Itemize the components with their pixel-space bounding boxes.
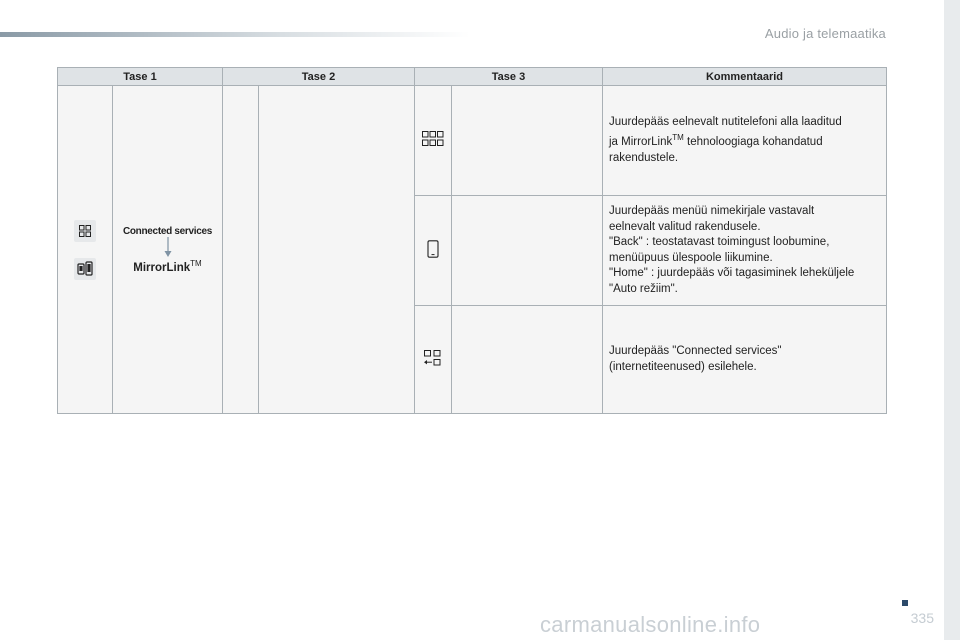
table-row [58, 86, 887, 196]
level3-label-cell [452, 306, 603, 414]
column-header-level2: Tase 2 [223, 68, 415, 86]
mirrorlink-phone-icon [74, 258, 96, 280]
level1-icon-cell [58, 86, 113, 414]
comment-line: menüüpuus ülespoole liikumine. [609, 251, 773, 264]
comment-line: Juurdepääs menüü nimekirjale vastavalt [609, 205, 815, 217]
comment-line: "Back" : teostatavast toimingust loobumine, [609, 236, 830, 248]
comment-line: rakendustele. [609, 151, 679, 164]
column-header-level1: Tase 1 [58, 68, 223, 86]
level1-label-cell [113, 86, 223, 414]
connected-services-label: Connected services [122, 225, 213, 237]
comment-line: Juurdepääs "Connected services" [609, 345, 782, 357]
section-title: Audio ja telemaatika [764, 26, 886, 41]
feature-table [57, 67, 887, 414]
column-header-comments: Kommentaarid [603, 68, 887, 86]
column-header-level3: Tase 3 [415, 68, 603, 86]
comment-line: eelnevalt valitud rakendusele. [609, 220, 761, 233]
comment-line: "Auto režiim". [609, 282, 678, 295]
arrow-down-icon [163, 237, 173, 259]
mirrorlink-label: MirrorLink™ [133, 258, 202, 274]
back-to-home-grid-icon [424, 357, 442, 369]
level2-icon-cell [223, 86, 259, 414]
page-number: 335 [910, 610, 934, 626]
level3-icon-cell [415, 306, 452, 414]
page-edge-strip [944, 0, 960, 640]
comment-line: "Home" : juurdepääs või tagasiminek leheküljele [609, 267, 855, 279]
level3-icon-cell [415, 196, 452, 306]
level2-label-cell [259, 86, 415, 414]
watermark: carmanualsonline.info [540, 612, 761, 637]
comment-line: (internetiteenused) esilehele. [609, 360, 757, 373]
level3-label-cell [452, 86, 603, 196]
comment-line: Juurdepääs eelnevalt nutitelefoni alla laaditud [609, 115, 842, 128]
app-grid-six-icon [422, 138, 444, 150]
table-header-row [58, 68, 887, 86]
page-marker [902, 600, 908, 606]
comment-line: ja MirrorLink™ tehnoloogiaga kohandatud [609, 133, 823, 149]
comment-cell [603, 86, 887, 196]
comment-cell [603, 196, 887, 306]
comment-cell [603, 306, 887, 414]
level3-label-cell [452, 196, 603, 306]
level3-icon-cell [415, 86, 452, 196]
header-accent-bar [0, 32, 470, 37]
apps-grid-icon [74, 220, 96, 242]
smartphone-icon [427, 249, 439, 261]
